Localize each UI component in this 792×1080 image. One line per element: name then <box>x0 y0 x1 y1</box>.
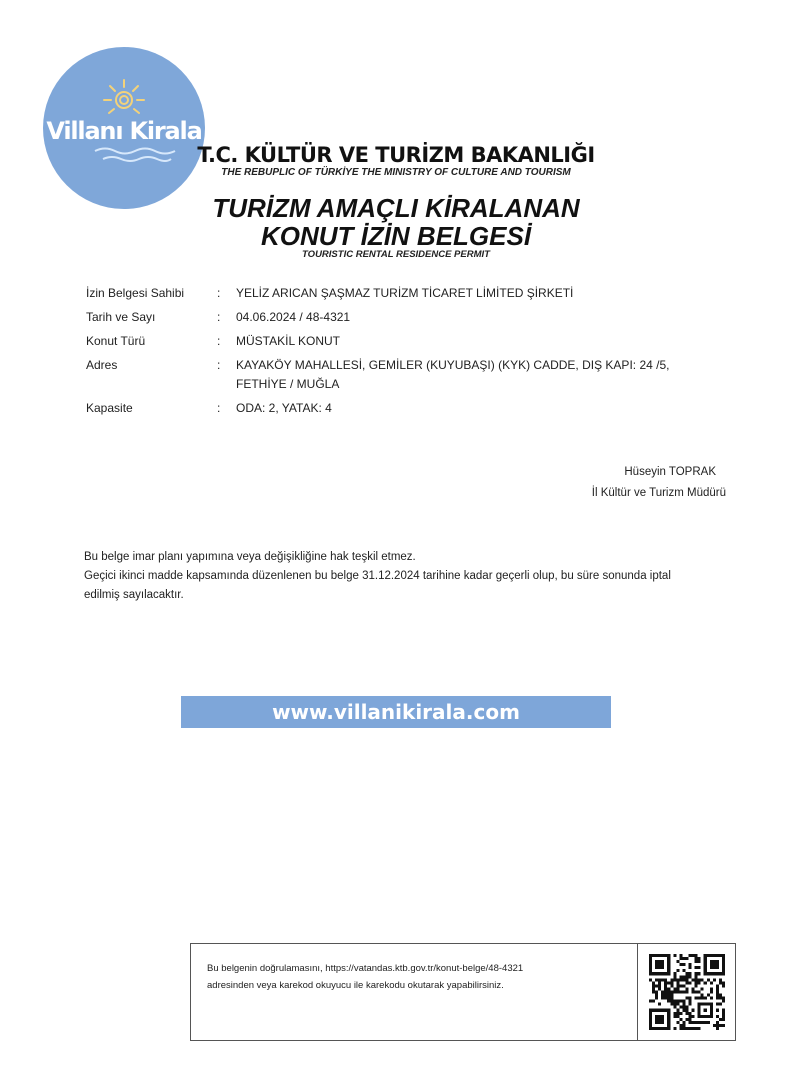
ministry-heading <box>196 143 596 178</box>
field-separator: : <box>217 334 221 348</box>
signatory <box>592 462 726 504</box>
address-line-1: KAYAKÖY MAHALLESİ, GEMİLER (KUYUBAŞI) (KYK) CADDE, DIŞ KAPI: 24 /5, <box>236 358 670 372</box>
note-line-2: Geçici ikinci madde kapsamında düzenlenen bu belge 31.12.2024 tarihine kadar geçerli olup, bu süre sonunda iptal <box>84 570 671 582</box>
verification-line-1: Bu belgenin doğrulamasını, https://vatandas.ktb.gov.tr/konut-belge/48-4321 <box>207 963 524 974</box>
website-banner: www.villanikirala.com <box>181 696 611 728</box>
field-label: Kapasite <box>86 401 133 415</box>
field-value: MÜSTAKİL KONUT <box>236 334 341 348</box>
ministry-name-en: THE REBUPLIC OF TÜRKİYE THE MINISTRY OF CULTURE AND TOURISM <box>221 167 571 178</box>
logo-text: Villanı Kirala <box>46 117 202 145</box>
field-value: ODA: 2, YATAK: 4 <box>236 401 332 415</box>
address-line-2: FETHİYE / MUĞLA <box>236 377 340 391</box>
field-label: Konut Türü <box>86 334 146 348</box>
logo <box>43 47 205 209</box>
field-value: YELİZ ARICAN ŞAŞMAZ TURİZM TİCARET LİMİTED ŞİRKETİ <box>236 286 574 300</box>
legal-notes <box>84 548 744 605</box>
field-label: Adres <box>86 358 118 372</box>
ministry-name-tr: T.C. KÜLTÜR VE TURİZM BAKANLIĞI <box>197 143 595 167</box>
document-title <box>150 194 642 250</box>
field-separator: : <box>217 286 221 300</box>
field-separator: : <box>217 310 221 324</box>
signatory-title: İl Kültür ve Turizm Müdürü <box>591 487 726 499</box>
qr-code-cell <box>637 943 737 1041</box>
note-line-1: Bu belge imar planı yapımına veya değişikliğine hak teşkil etmez. <box>84 551 416 563</box>
field-separator: : <box>217 401 221 415</box>
note-line-3: edilmiş sayılacaktır. <box>84 589 184 601</box>
title-line-2: KONUT İZİN BELGESİ <box>260 221 532 251</box>
qr-code-icon <box>649 954 725 1030</box>
verification-box <box>190 943 736 1041</box>
field-label: Tarih ve Sayı <box>86 310 156 324</box>
field-label: İzin Belgesi Sahibi <box>86 286 185 300</box>
signatory-name: Hüseyin TOPRAK <box>624 466 716 478</box>
verification-line-2: adresinden veya karekod okuyucu ile karekodu okutarak yapabilirsiniz. <box>207 980 504 991</box>
title-line-1: TURİZM AMAÇLI KİRALANAN <box>212 193 580 223</box>
document-subtitle: TOURISTIC RENTAL RESIDENCE PERMIT <box>302 249 490 260</box>
field-value <box>236 356 716 394</box>
field-value: 04.06.2024 / 48-4321 <box>236 310 351 324</box>
field-separator: : <box>217 358 221 372</box>
waves-icon <box>95 149 175 162</box>
verification-text <box>207 960 627 994</box>
